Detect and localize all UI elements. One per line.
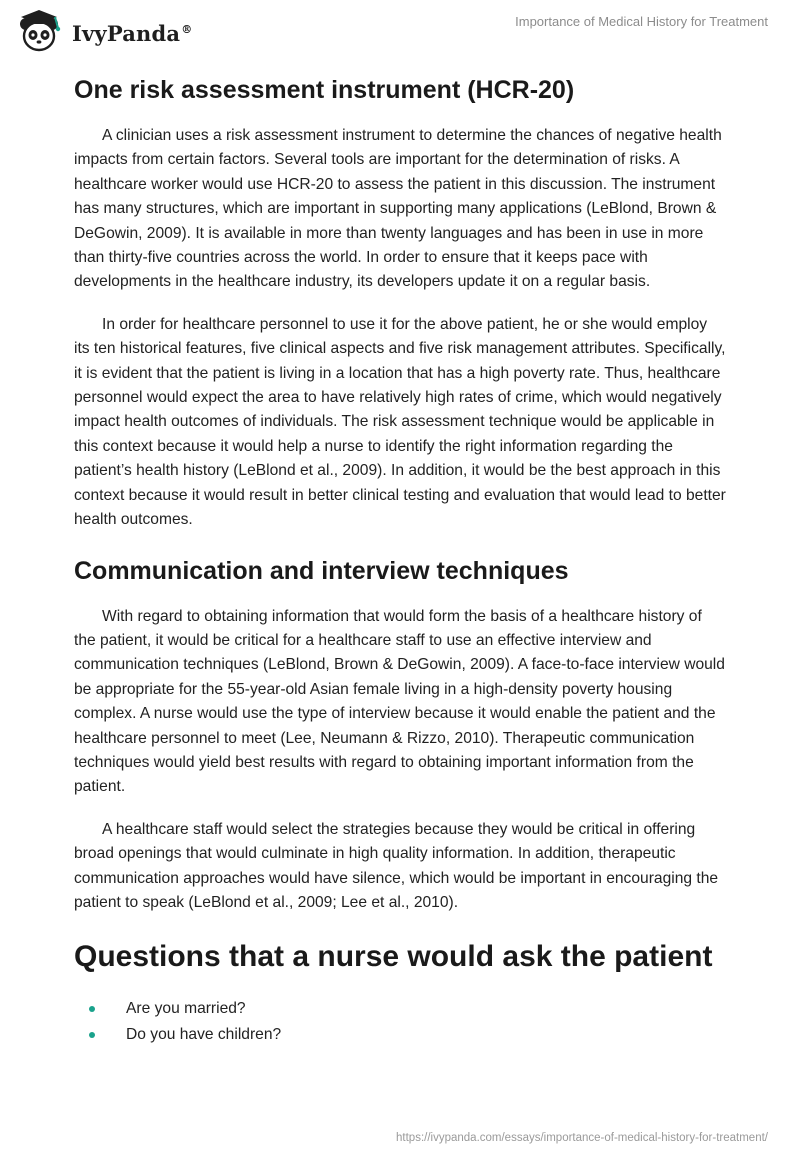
section-heading-risk-assessment: One risk assessment instrument (HCR-20)	[74, 76, 575, 104]
paragraph: A healthcare staff would select the strategies because they would be critical in offering broad openings that would culminate in high quality information. In addition, therapeutic communication approaches would have silence, which would be important in encouraging the patient to speak (LeBlond et al., 2009; Lee et al., 2010).	[74, 820, 719, 911]
paragraph: In order for healthcare personnel to use it for the above patient, he or she would employ its ten historical features, five clinical aspects and five risk management attributes. Specifically, it is evident that the patient is living in a location that has a high poverty rate. Thus, healthcare personnel would expect the area to have relatively high rates of crime, which would negatively impact health outcomes of individuals. The risk assessment technique would be applicable in this context because it would help a nurse to identify the right information regarding the patient’s health history (LeBlond et al., 2009). In addition, it would be the best approach in this context because it would result in better clinical testing and evaluation that would lead to better health outcomes.	[74, 315, 726, 529]
brand-name: IvyPanda®	[72, 20, 193, 46]
question-list	[74, 996, 726, 1048]
paragraph: With regard to obtaining information that would form the basis of a healthcare history of the patient, it would be critical for a healthcare staff to use an effective interview and communication techniques (LeBlond, Brown & DeGowin, 2009). A face-to-face interview would be appropriate for the 55-year-old Asian female living in a high-density poverty housing complex. A nurse would use the type of interview because it would enable the patient and the healthcare personnel to meet (Lee, Neumann & Rizzo, 2010). Therapeutic communication techniques would yield best results with regard to obtaining important information from the patient.	[74, 607, 725, 796]
document-title: Importance of Medical History for Treatment	[515, 14, 768, 29]
source-url[interactable]: https://ivypanda.com/essays/importance-of-medical-history-for-treatment/	[396, 1132, 768, 1144]
bullet-icon	[89, 1006, 95, 1012]
list-item: Do you have children?	[74, 1022, 726, 1048]
panda-graduate-icon	[14, 8, 66, 54]
section-heading-questions: Questions that a nurse would ask the patient	[74, 940, 713, 974]
page-header	[0, 0, 800, 60]
list-item: Are you married?	[74, 996, 726, 1022]
brand-logo[interactable]	[14, 8, 192, 54]
paragraph: A clinician uses a risk assessment instrument to determine the chances of negative health impacts from certain factors. Several tools are important for the determination of risks. A healthcare worker would use HCR-20 to assess the patient in this discussion. The instrument has many structures, which are important in supporting many applications (LeBlond, Brown & DeGowin, 2009). It is available in more than twenty languages and has been in use in more than thirty-five countries across the world. In order to ensure that it keeps pace with developments in the healthcare industry, its developers update it on a regular basis.	[74, 127, 722, 291]
section-heading-communication: Communication and interview techniques	[74, 556, 569, 585]
essay-body	[74, 66, 726, 1048]
bullet-icon	[89, 1032, 95, 1038]
